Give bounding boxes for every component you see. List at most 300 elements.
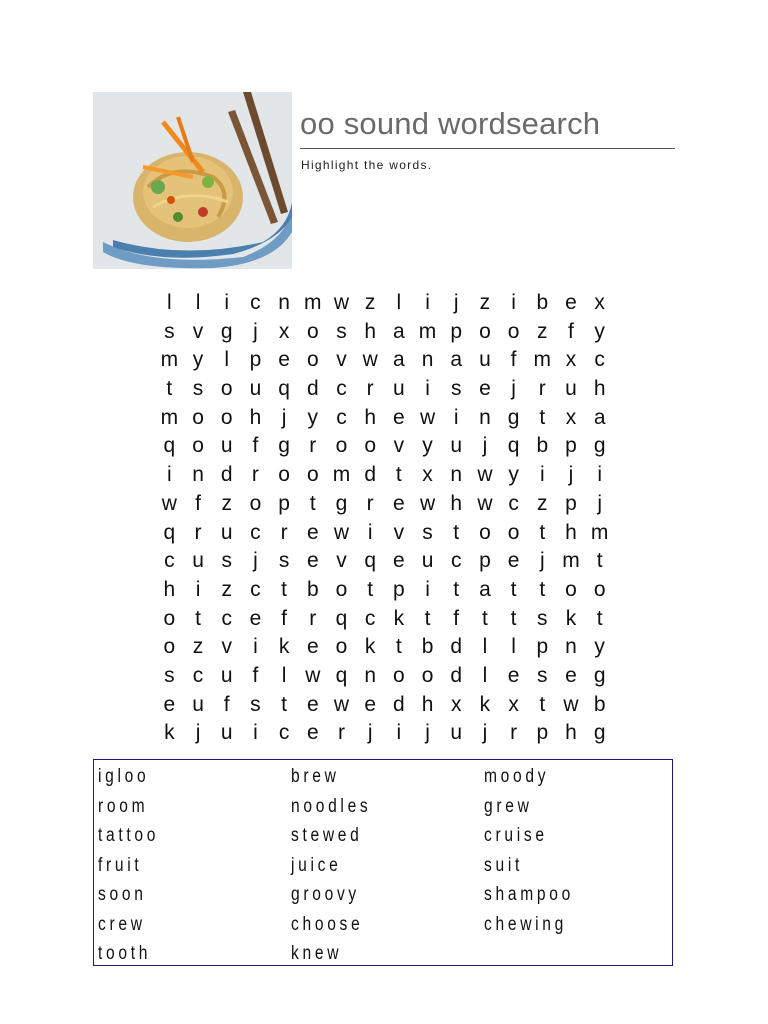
grid-letter[interactable]: z <box>221 577 232 601</box>
grid-letter[interactable]: c <box>450 549 462 573</box>
grid-letter[interactable]: o <box>249 491 262 515</box>
grid-letter[interactable]: d <box>220 463 233 487</box>
grid-letter[interactable]: o <box>507 520 520 544</box>
grid-letter[interactable]: s <box>192 377 204 401</box>
grid-letter[interactable]: p <box>393 577 405 601</box>
page-title: oo sound wordsearch <box>300 106 601 141</box>
grid-letter[interactable]: w <box>477 463 493 487</box>
grid-letter[interactable]: g <box>593 721 606 745</box>
grid-letter[interactable]: x <box>278 319 290 343</box>
grid-letter[interactable]: e <box>479 377 491 401</box>
grid-letter[interactable]: x <box>508 692 519 716</box>
grid-letter[interactable]: j <box>539 549 545 573</box>
grid-letter[interactable]: w <box>333 291 350 314</box>
grid-letter[interactable]: y <box>192 348 204 372</box>
grid-letter[interactable]: u <box>450 434 463 458</box>
grid-letter[interactable]: o <box>306 348 319 372</box>
grid-letter[interactable]: r <box>309 606 317 630</box>
grid-letter[interactable]: l <box>482 663 488 687</box>
grid-letter[interactable]: x <box>594 291 605 314</box>
grid-letter[interactable]: u <box>220 520 233 544</box>
grid-letter[interactable]: n <box>278 291 290 314</box>
grid-letter[interactable]: l <box>482 635 488 659</box>
grid-letter[interactable]: t <box>166 377 173 401</box>
grid-letter[interactable]: g <box>507 405 520 429</box>
grid-letter[interactable]: v <box>393 434 405 458</box>
grid-letter[interactable]: q <box>163 434 176 458</box>
grid-letter[interactable]: f <box>568 319 574 343</box>
word-list-item: moody <box>484 766 550 787</box>
grid-letter[interactable]: o <box>479 520 491 544</box>
grid-letter[interactable]: m <box>160 405 179 429</box>
grid-letter[interactable]: e <box>507 549 520 573</box>
grid-letter[interactable]: y <box>594 635 605 659</box>
grid-letter[interactable]: t <box>309 491 316 515</box>
grid-letter[interactable]: a <box>450 348 463 372</box>
grid-letter[interactable]: w <box>563 692 579 716</box>
grid-letter[interactable]: w <box>362 348 378 372</box>
grid-letter[interactable]: t <box>539 692 546 716</box>
grid-letter[interactable]: k <box>278 635 290 659</box>
grid-row <box>155 289 614 318</box>
grid-letter[interactable]: t <box>424 606 431 630</box>
grid-letter[interactable]: g <box>335 491 348 515</box>
grid-letter[interactable]: e <box>278 348 290 372</box>
grid-letter[interactable]: n <box>421 348 434 372</box>
grid-letter[interactable]: o <box>335 434 348 458</box>
grid-letter[interactable]: n <box>450 463 463 487</box>
grid-letter[interactable]: i <box>539 463 545 487</box>
grid-letter[interactable]: o <box>306 319 319 343</box>
grid-letter[interactable]: q <box>364 549 376 573</box>
grid-letter[interactable]: y <box>307 405 319 429</box>
grid-letter[interactable]: l <box>167 291 172 314</box>
grid-letter[interactable]: t <box>510 577 517 601</box>
word-list-item: choose <box>291 913 364 935</box>
grid-letter[interactable]: p <box>450 319 463 343</box>
grid-letter[interactable]: i <box>425 291 430 314</box>
grid-letter[interactable]: l <box>195 291 201 314</box>
grid-letter[interactable]: j <box>597 491 602 515</box>
word-list-item: fruit <box>98 854 143 876</box>
grid-row <box>155 576 614 605</box>
grid-letter[interactable]: e <box>507 663 520 687</box>
grid-letter[interactable]: z <box>479 291 491 314</box>
grid-letter[interactable]: x <box>422 463 433 487</box>
grid-letter[interactable]: t <box>367 577 374 601</box>
grid-row <box>155 605 614 634</box>
word-list-column <box>291 762 389 969</box>
grid-letter[interactable]: d <box>450 663 463 687</box>
grid-letter[interactable]: e <box>393 549 405 573</box>
grid-letter[interactable]: t <box>395 463 402 487</box>
grid-letter[interactable]: t <box>539 577 546 601</box>
grid-letter[interactable]: c <box>250 520 261 544</box>
word-list-item: grew <box>484 795 533 817</box>
grid-letter[interactable]: i <box>224 291 230 314</box>
grid-letter[interactable]: e <box>306 635 319 659</box>
grid-letter[interactable]: t <box>453 520 460 544</box>
grid-letter[interactable]: m <box>304 291 322 314</box>
grid-letter[interactable]: e <box>306 520 319 544</box>
grid-row <box>155 691 614 720</box>
grid-letter[interactable]: e <box>249 606 262 630</box>
grid-row <box>155 346 614 375</box>
grid-letter[interactable]: j <box>195 721 201 745</box>
grid-letter[interactable]: s <box>537 606 548 630</box>
grid-letter[interactable]: w <box>333 692 350 716</box>
grid-letter[interactable]: i <box>453 405 459 429</box>
grid-letter[interactable]: t <box>596 606 603 630</box>
grid-letter[interactable]: r <box>309 434 317 458</box>
grid-letter[interactable]: o <box>593 577 606 601</box>
grid-letter[interactable]: k <box>164 721 175 745</box>
title-divider <box>300 148 675 149</box>
grid-letter[interactable]: d <box>306 377 319 401</box>
word-list-item: shampoo <box>484 884 574 905</box>
grid-letter[interactable]: c <box>250 577 261 601</box>
grid-letter[interactable]: w <box>305 663 321 687</box>
grid-letter[interactable]: u <box>249 377 262 401</box>
grid-letter[interactable]: i <box>167 463 172 487</box>
grid-letter[interactable]: j <box>482 721 488 745</box>
grid-letter[interactable]: c <box>250 291 261 314</box>
grid-letter[interactable]: m <box>533 348 552 372</box>
grid-letter[interactable]: s <box>164 319 175 343</box>
grid-letter[interactable]: h <box>565 721 577 745</box>
grid-letter[interactable]: h <box>364 405 376 429</box>
noodle-dish-photo <box>93 92 292 269</box>
grid-letter[interactable]: p <box>536 721 549 745</box>
grid-letter[interactable]: d <box>450 635 463 659</box>
grid-letter[interactable]: m <box>562 549 580 573</box>
grid-letter[interactable]: x <box>565 405 577 429</box>
grid-letter[interactable]: c <box>336 377 347 401</box>
grid-letter[interactable]: b <box>536 291 549 314</box>
word-list-item: igloo <box>98 766 150 787</box>
grid-row <box>155 432 614 461</box>
grid-letter[interactable]: d <box>393 692 405 716</box>
grid-letter[interactable]: f <box>281 606 288 630</box>
grid-letter[interactable]: g <box>220 319 233 343</box>
grid-letter[interactable]: h <box>421 692 434 716</box>
grid-letter[interactable]: j <box>425 721 430 745</box>
grid-letter[interactable]: e <box>565 663 577 687</box>
grid-letter[interactable]: z <box>192 635 204 659</box>
grid-letter[interactable]: o <box>479 319 491 343</box>
grid-letter[interactable]: s <box>336 319 347 343</box>
grid-letter[interactable]: a <box>393 348 405 372</box>
grid-letter[interactable]: n <box>364 663 376 687</box>
grid-letter[interactable]: z <box>537 491 548 515</box>
grid-letter[interactable]: j <box>453 291 459 314</box>
word-list-item: cruise <box>484 825 548 846</box>
grid-letter[interactable]: d <box>364 463 376 487</box>
grid-letter[interactable]: h <box>450 491 463 515</box>
grid-letter[interactable]: i <box>597 463 602 487</box>
grid-letter[interactable]: v <box>336 549 347 573</box>
grid-letter[interactable]: v <box>192 319 204 343</box>
grid-letter[interactable]: n <box>479 405 491 429</box>
grid-letter[interactable]: i <box>195 577 201 601</box>
grid-letter[interactable]: k <box>565 606 577 630</box>
grid-letter[interactable]: e <box>393 405 405 429</box>
grid-letter[interactable]: s <box>278 549 290 573</box>
grid-letter[interactable]: q <box>335 663 348 687</box>
grid-letter[interactable]: o <box>192 405 204 429</box>
word-list-column <box>484 762 594 939</box>
word-list-box <box>93 759 673 966</box>
grid-letter[interactable]: s <box>221 549 232 573</box>
grid-letter[interactable]: u <box>220 434 233 458</box>
grid-letter[interactable]: t <box>539 405 546 429</box>
grid-row <box>155 547 614 576</box>
grid-letter[interactable]: y <box>422 434 433 458</box>
grid-letter[interactable]: o <box>220 377 233 401</box>
word-list-item: tattoo <box>98 825 160 846</box>
grid-letter[interactable]: b <box>306 577 319 601</box>
grid-letter[interactable]: c <box>594 348 605 372</box>
grid-letter[interactable]: u <box>220 721 233 745</box>
grid-letter[interactable]: i <box>425 377 430 401</box>
grid-letter[interactable]: l <box>511 635 516 659</box>
grid-letter[interactable]: f <box>195 491 201 515</box>
grid-letter[interactable]: t <box>395 635 402 659</box>
grid-letter[interactable]: u <box>192 692 204 716</box>
grid-letter[interactable]: o <box>335 635 348 659</box>
grid-letter[interactable]: p <box>536 635 549 659</box>
grid-letter[interactable]: p <box>278 491 290 515</box>
grid-letter[interactable]: h <box>565 520 577 544</box>
grid-letter[interactable]: a <box>593 405 606 429</box>
grid-letter[interactable]: g <box>593 434 606 458</box>
grid-letter[interactable]: e <box>306 692 319 716</box>
grid-letter[interactable]: q <box>278 377 290 401</box>
grid-letter[interactable]: z <box>221 491 232 515</box>
grid-letter[interactable]: m <box>332 463 351 487</box>
grid-row <box>155 719 614 748</box>
grid-letter[interactable]: c <box>508 491 519 515</box>
word-list-column <box>98 762 173 969</box>
grid-letter[interactable]: u <box>220 663 233 687</box>
grid-letter[interactable]: a <box>393 319 405 343</box>
grid-letter[interactable]: u <box>450 721 463 745</box>
grid-letter[interactable]: c <box>278 721 290 745</box>
grid-letter[interactable]: b <box>593 692 606 716</box>
word-list-item: knew <box>291 943 343 964</box>
grid-letter[interactable]: k <box>364 635 376 659</box>
grid-letter[interactable]: q <box>507 434 520 458</box>
grid-row <box>155 404 614 433</box>
word-list-item: chewing <box>484 913 567 935</box>
grid-letter[interactable]: u <box>421 549 434 573</box>
grid-letter[interactable]: i <box>367 520 373 544</box>
grid-letter[interactable]: i <box>511 291 516 314</box>
grid-letter[interactable]: i <box>396 721 402 745</box>
grid-letter[interactable]: r <box>366 491 374 515</box>
word-list-item: suit <box>484 854 524 876</box>
grid-letter[interactable]: t <box>510 606 517 630</box>
grid-letter[interactable]: o <box>163 635 176 659</box>
grid-letter[interactable]: l <box>281 663 287 687</box>
grid-letter[interactable]: t <box>539 520 546 544</box>
grid-letter[interactable]: s <box>450 377 462 401</box>
word-list-item: juice <box>291 854 342 876</box>
grid-letter[interactable]: p <box>565 434 577 458</box>
word-list-item: stewed <box>291 825 363 846</box>
grid-letter[interactable]: i <box>253 635 258 659</box>
grid-letter[interactable]: e <box>364 692 376 716</box>
grid-letter[interactable]: e <box>163 692 176 716</box>
grid-letter[interactable]: u <box>479 348 491 372</box>
grid-letter[interactable]: e <box>306 549 319 573</box>
grid-letter[interactable]: j <box>511 377 516 401</box>
grid-letter[interactable]: p <box>565 491 577 515</box>
grid-row <box>155 375 614 404</box>
grid-letter[interactable]: g <box>593 663 606 687</box>
grid-letter[interactable]: j <box>482 434 488 458</box>
grid-letter[interactable]: r <box>251 463 259 487</box>
grid-letter[interactable]: e <box>306 721 319 745</box>
grid-letter[interactable]: p <box>479 549 491 573</box>
grid-letter[interactable]: j <box>281 405 287 429</box>
grid-letter[interactable]: r <box>366 377 374 401</box>
grid-letter[interactable]: h <box>163 577 176 601</box>
grid-letter[interactable]: w <box>419 491 436 515</box>
grid-letter[interactable]: o <box>364 434 376 458</box>
grid-letter[interactable]: m <box>418 319 437 343</box>
grid-letter[interactable]: j <box>568 463 574 487</box>
grid-row <box>155 633 614 662</box>
grid-letter[interactable]: n <box>192 463 204 487</box>
grid-letter[interactable]: c <box>364 606 376 630</box>
grid-letter[interactable]: t <box>195 606 201 630</box>
grid-row <box>155 318 614 347</box>
grid-letter[interactable]: q <box>163 520 176 544</box>
grid-letter[interactable]: f <box>223 692 230 716</box>
grid-letter[interactable]: n <box>565 635 577 659</box>
grid-letter[interactable]: z <box>364 291 376 314</box>
grid-letter[interactable]: e <box>393 491 405 515</box>
grid-letter[interactable]: b <box>421 635 434 659</box>
grid-letter[interactable]: r <box>194 520 202 544</box>
grid-letter[interactable]: u <box>192 549 204 573</box>
grid-letter[interactable]: r <box>280 520 288 544</box>
grid-letter[interactable]: v <box>336 348 347 372</box>
grid-letter[interactable]: g <box>278 434 290 458</box>
grid-letter[interactable]: y <box>508 463 519 487</box>
letter-grid <box>155 289 614 748</box>
instructions: Highlight the words. <box>301 158 433 172</box>
grid-letter[interactable]: w <box>477 491 493 515</box>
grid-letter[interactable]: l <box>224 348 230 372</box>
grid-letter[interactable]: f <box>453 606 460 630</box>
grid-letter[interactable]: k <box>479 692 491 716</box>
grid-letter[interactable]: c <box>336 405 347 429</box>
grid-letter[interactable]: s <box>537 663 548 687</box>
grid-letter[interactable]: w <box>161 491 177 515</box>
grid-row <box>155 461 614 490</box>
grid-letter[interactable]: s <box>422 520 433 544</box>
grid-letter[interactable]: q <box>335 606 348 630</box>
grid-letter[interactable]: o <box>306 463 319 487</box>
grid-letter[interactable]: c <box>192 663 204 687</box>
grid-letter[interactable]: j <box>253 319 258 343</box>
grid-letter[interactable]: o <box>192 434 204 458</box>
grid-letter[interactable]: c <box>221 606 232 630</box>
grid-letter[interactable]: z <box>537 319 548 343</box>
grid-letter[interactable]: t <box>453 577 460 601</box>
grid-letter[interactable]: c <box>164 549 175 573</box>
grid-letter[interactable]: j <box>253 549 258 573</box>
grid-letter[interactable]: o <box>421 663 434 687</box>
grid-letter[interactable]: y <box>594 319 605 343</box>
grid-letter[interactable]: j <box>367 721 373 745</box>
grid-letter[interactable]: a <box>479 577 491 601</box>
grid-letter[interactable]: t <box>596 549 603 573</box>
grid-letter[interactable]: w <box>333 520 350 544</box>
grid-letter[interactable]: w <box>419 405 436 429</box>
grid-letter[interactable]: m <box>590 520 609 544</box>
grid-letter[interactable]: f <box>510 348 517 372</box>
word-list-item: groovy <box>291 884 360 905</box>
grid-letter[interactable]: s <box>164 663 175 687</box>
grid-letter[interactable]: r <box>538 377 546 401</box>
grid-letter[interactable]: o <box>335 577 348 601</box>
grid-row <box>155 662 614 691</box>
grid-letter[interactable]: o <box>220 405 233 429</box>
grid-letter[interactable]: i <box>425 577 430 601</box>
grid-letter[interactable]: o <box>163 606 176 630</box>
grid-letter[interactable]: r <box>510 721 518 745</box>
word-list-item: brew <box>291 766 340 787</box>
word-list-item: soon <box>98 884 147 905</box>
grid-letter[interactable]: b <box>536 434 549 458</box>
grid-letter[interactable]: s <box>250 692 261 716</box>
grid-letter[interactable]: x <box>450 692 462 716</box>
grid-letter[interactable]: t <box>281 692 288 716</box>
grid-letter[interactable]: o <box>507 319 520 343</box>
grid-letter[interactable]: m <box>160 348 179 372</box>
grid-letter[interactable]: h <box>364 319 376 343</box>
grid-letter[interactable]: u <box>393 377 405 401</box>
grid-letter[interactable]: l <box>396 291 402 314</box>
grid-letter[interactable]: v <box>221 635 232 659</box>
grid-letter[interactable]: f <box>252 434 259 458</box>
grid-letter[interactable]: r <box>337 721 345 745</box>
grid-letter[interactable]: p <box>249 348 262 372</box>
grid-letter[interactable]: h <box>249 405 262 429</box>
grid-letter[interactable]: o <box>393 663 405 687</box>
grid-letter[interactable]: x <box>565 348 577 372</box>
grid-letter[interactable]: v <box>393 520 405 544</box>
grid-letter[interactable]: k <box>393 606 405 630</box>
grid-letter[interactable]: t <box>481 606 488 630</box>
word-list-item: tooth <box>98 943 152 964</box>
grid-letter[interactable]: h <box>593 377 606 401</box>
word-list-item: room <box>98 795 149 817</box>
grid-letter[interactable]: f <box>252 663 259 687</box>
grid-letter[interactable]: i <box>253 721 258 745</box>
grid-row <box>155 490 614 519</box>
grid-letter[interactable]: o <box>278 463 290 487</box>
grid-letter[interactable]: e <box>565 291 577 314</box>
grid-letter[interactable]: o <box>565 577 577 601</box>
word-list-item: noodles <box>291 795 372 817</box>
grid-letter[interactable]: u <box>565 377 577 401</box>
grid-letter[interactable]: t <box>281 577 288 601</box>
grid-row <box>155 519 614 548</box>
